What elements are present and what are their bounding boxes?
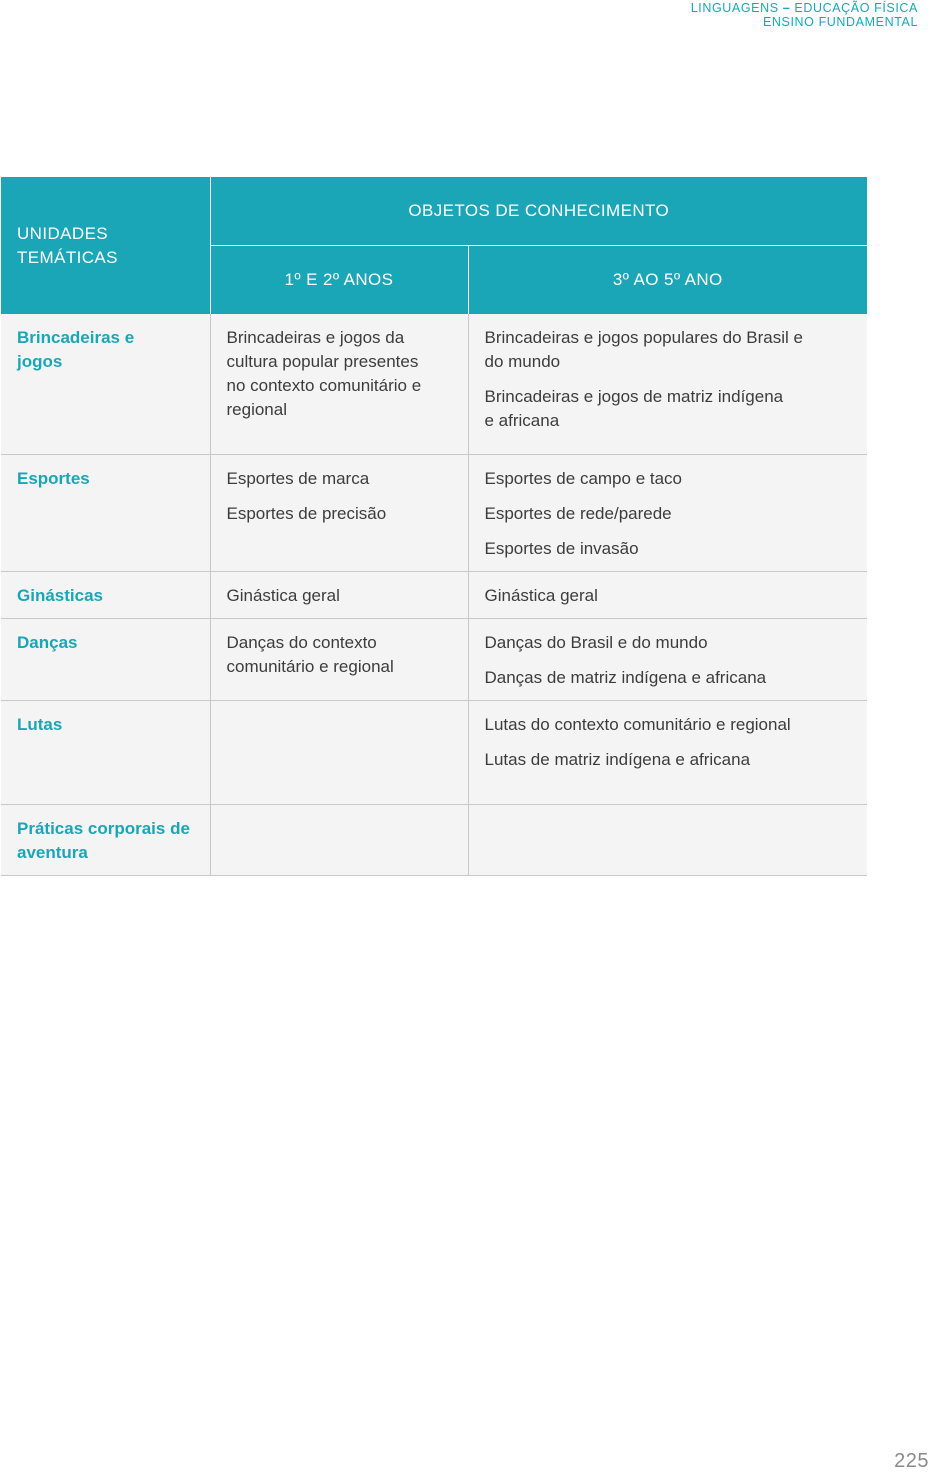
table-row <box>1 455 867 572</box>
running-header-separator: – <box>782 1 791 15</box>
unit-cell <box>1 572 210 619</box>
knowledge-object: Esportes de campo e taco <box>484 469 683 488</box>
table-row <box>1 805 867 876</box>
unit-cell <box>1 619 210 701</box>
knowledge-object: Brincadeiras e jogos populares do Brasil e do mundo <box>484 328 803 371</box>
knowledge-object: Danças de matriz indígena e africana <box>484 668 767 687</box>
header-thematic-units-label: UNIDADES TEMÁTICAS <box>17 223 118 267</box>
years-3-5-cell <box>468 572 867 619</box>
table-row <box>1 572 867 619</box>
unit-label: Brincadeiras e jogos <box>17 328 135 371</box>
years-1-2-cell <box>210 572 468 619</box>
header-years-1-2: 1º E 2º ANOS <box>210 246 468 315</box>
knowledge-object: Esportes de invasão <box>484 539 639 558</box>
knowledge-object: Esportes de marca <box>226 469 370 488</box>
page-number: 225 <box>894 1450 929 1472</box>
curriculum-table <box>1 177 867 876</box>
header-knowledge-objects: OBJETOS DE CONHECIMENTO <box>210 177 867 246</box>
running-header <box>691 1 918 29</box>
years-3-5-cell <box>468 701 867 805</box>
running-header-line-2: ENSINO FUNDAMENTAL <box>762 15 918 29</box>
running-header-line-1 <box>691 1 918 15</box>
table-body <box>1 314 867 876</box>
years-1-2-cell <box>210 701 468 805</box>
unit-cell <box>1 455 210 572</box>
knowledge-object: Ginástica geral <box>226 586 340 605</box>
knowledge-object: Brincadeiras e jogos da cultura popular presentes no contexto comunitário e regional <box>226 328 422 419</box>
unit-label: Esportes <box>17 469 90 488</box>
unit-label: Ginásticas <box>17 586 103 605</box>
table-row <box>1 619 867 701</box>
unit-label: Danças <box>17 633 78 652</box>
knowledge-object: Lutas de matriz indígena e africana <box>484 750 751 769</box>
knowledge-object: Danças do Brasil e do mundo <box>484 633 708 652</box>
knowledge-object: Ginástica geral <box>484 586 598 605</box>
years-3-5-cell <box>468 805 867 876</box>
years-1-2-cell <box>210 805 468 876</box>
years-1-2-cell <box>210 455 468 572</box>
knowledge-object: Esportes de rede/parede <box>484 504 672 523</box>
table-row <box>1 314 867 455</box>
running-header-subject: EDUCAÇÃO FÍSICA <box>794 1 918 15</box>
unit-label: Lutas <box>17 715 63 734</box>
knowledge-object: Brincadeiras e jogos de matriz indígena e africana <box>484 387 784 430</box>
years-3-5-cell <box>468 455 867 572</box>
unit-label: Práticas corporais de aventura <box>17 819 190 862</box>
years-3-5-cell <box>468 314 867 455</box>
header-thematic-units <box>1 177 210 314</box>
unit-cell <box>1 701 210 805</box>
table-header <box>1 177 867 314</box>
unit-cell <box>1 805 210 876</box>
years-3-5-cell <box>468 619 867 701</box>
knowledge-object: Esportes de precisão <box>226 504 387 523</box>
header-years-3-5: 3º AO 5º ANO <box>468 246 867 315</box>
knowledge-object: Danças do contexto comunitário e regional <box>226 633 394 676</box>
running-header-area: LINGUAGENS <box>690 1 779 15</box>
unit-cell <box>1 314 210 455</box>
table-row <box>1 701 867 805</box>
years-1-2-cell <box>210 314 468 455</box>
years-1-2-cell <box>210 619 468 701</box>
knowledge-object: Lutas do contexto comunitário e regional <box>484 715 791 734</box>
